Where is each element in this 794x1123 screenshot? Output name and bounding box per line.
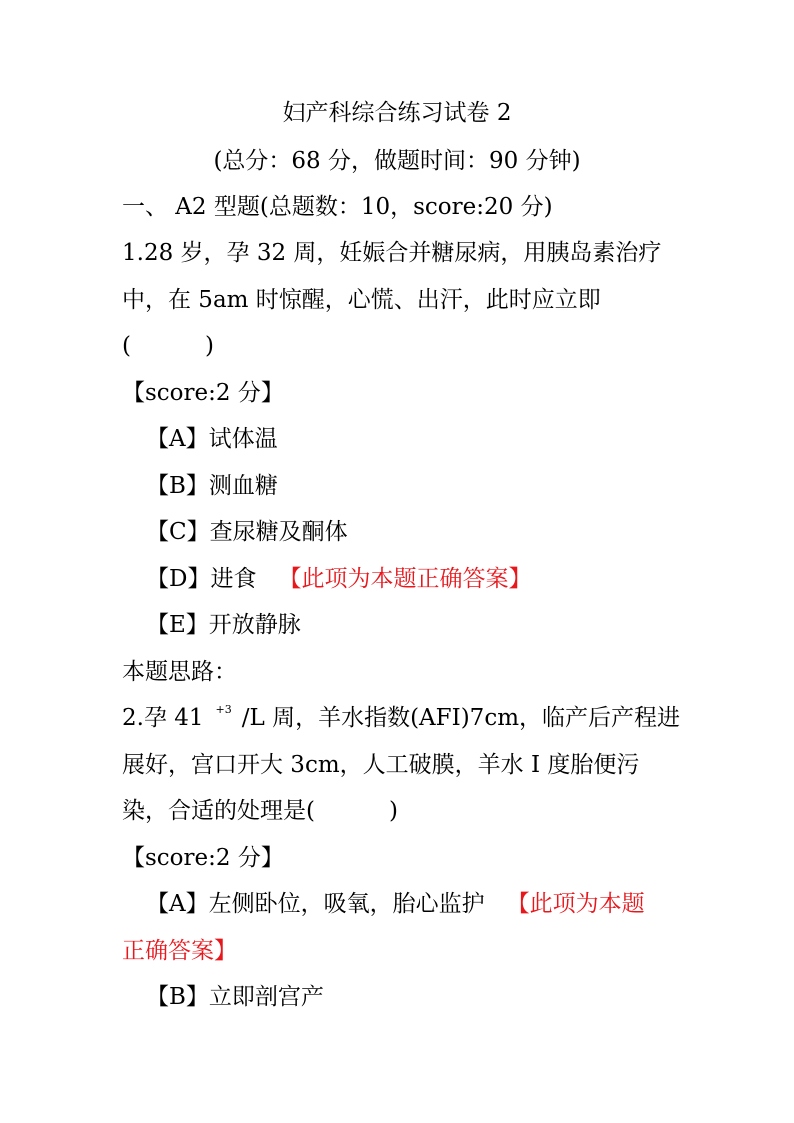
question-1-option-d: [146, 564, 531, 594]
superscript: +3: [215, 703, 232, 716]
question-2-score: 【score:2 分】: [122, 845, 284, 871]
question-1-option-c: [146, 517, 348, 547]
question-1-stem-line-2: 中，在 5am 时惊醒，心慌、出汗，此时应立即: [122, 287, 601, 313]
option-text: 进食: [210, 566, 257, 592]
document-subtitle: (总分：68 分，做题时间：90 分钟): [213, 148, 581, 174]
question-1-option-a: [146, 424, 278, 454]
option-letter: 【B】: [146, 473, 209, 499]
option-text: 立即剖宫产: [208, 984, 324, 1010]
option-text: 左侧卧位，吸氧，胎心监护: [208, 891, 485, 917]
option-letter: 【C】: [146, 519, 210, 545]
correct-answer-mark: 【此项为本题正确答案】: [278, 566, 532, 592]
option-letter: 【A】: [146, 891, 209, 917]
question-1-score: 【score:2 分】: [122, 380, 284, 406]
option-text: 查尿糖及酮体: [209, 519, 348, 545]
question-1-analysis: 本题思路：: [122, 659, 237, 685]
option-text: 测血糖: [208, 473, 278, 499]
option-letter: 【E】: [146, 612, 209, 638]
stem-part: /L 周，羊水指数(AFI)7cm，临产后产程进: [241, 705, 681, 731]
question-2-option-a: [146, 889, 645, 919]
paren-close: ): [388, 798, 398, 824]
option-letter: 【A】: [146, 426, 209, 452]
question-2-stem-line-3: [122, 796, 398, 826]
question-2-stem-line-2: 展好，宫口开大 3cm，人工破膜，羊水 I 度胎便污: [122, 752, 640, 778]
option-letter: 【D】: [146, 566, 211, 592]
question-2-option-b: [146, 982, 324, 1012]
section-heading: 一、 A2 型题(总题数：10，score:20 分): [122, 194, 553, 220]
correct-answer-mark: 【此项为本题: [506, 891, 645, 917]
question-1-stem-line-1: 1.28 岁，孕 32 周，妊娠合并糖尿病，用胰岛素治疗: [122, 240, 662, 266]
option-text: 开放静脉: [208, 612, 301, 638]
correct-answer-mark-continued: 正确答案】: [122, 938, 237, 964]
question-1-answer-blank: [122, 331, 214, 361]
option-text: 试体温: [208, 426, 278, 452]
question-1-option-b: [146, 471, 278, 501]
paren-open: (: [122, 333, 131, 359]
stem-part: 2.孕 41: [122, 705, 204, 731]
paren-close: ): [204, 333, 214, 359]
option-letter: 【B】: [146, 984, 209, 1010]
question-2-stem-line-1: [122, 703, 680, 737]
document-title: 妇产科综合练习试卷 2: [282, 100, 512, 126]
question-1-option-e: [146, 610, 301, 640]
stem-part: 染，合适的处理是(: [122, 798, 315, 824]
